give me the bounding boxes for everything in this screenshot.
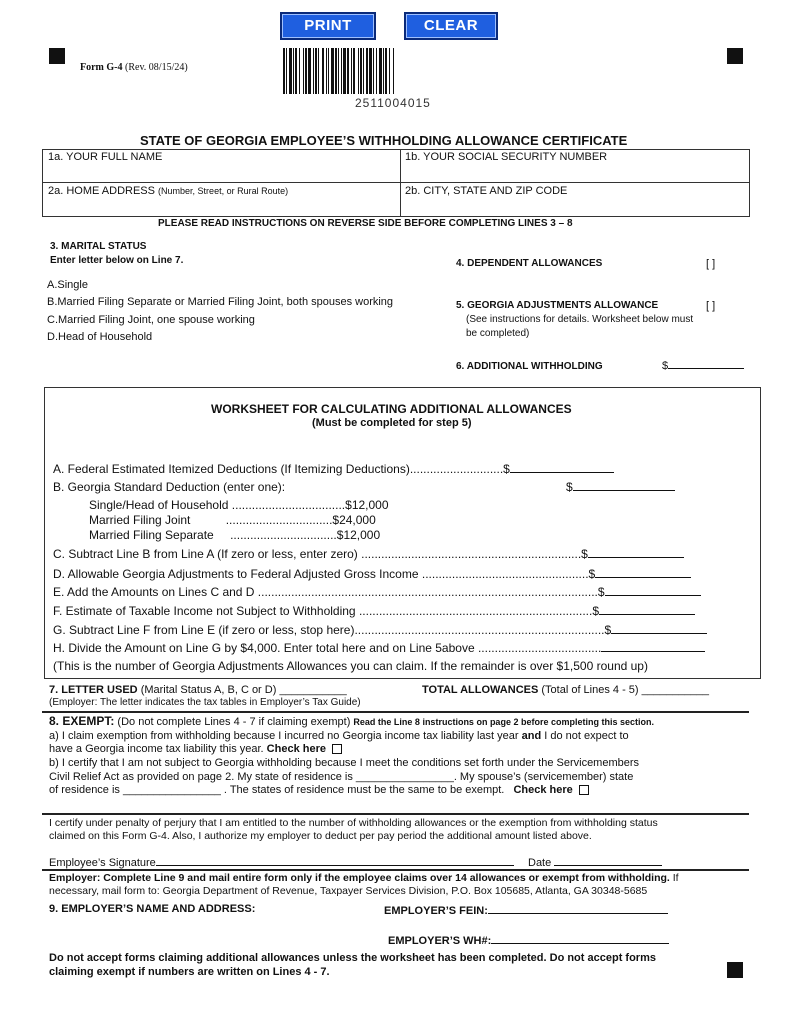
exempt-b-line3: of residence is ________________ . The states of residence must be the same to be exempt. Check here: [49, 784, 589, 796]
barcode-bar: [360, 48, 362, 94]
barcode-bar: [385, 48, 387, 94]
exempt-a-checkbox[interactable]: [332, 744, 342, 754]
worksheet-note: (This is the number of Georgia Adjustments Allowances you can claim. If the remainder is over $1,500 round up): [53, 659, 648, 673]
std-single: Single/Head of Household ..................................$12,000: [89, 498, 389, 512]
worksheet-line-e: E. Add the Amounts on Lines C and D ......................................................................................................$: [53, 585, 701, 599]
worksheet-line-g: G. Subtract Line F from Line E (if zero or less, stop here)...........................................................................$: [53, 623, 707, 637]
total-allowances-line: TOTAL ALLOWANCES (Total of Lines 4 - 5) ___________: [422, 684, 709, 696]
barcode-bar: [326, 48, 327, 94]
divider: [42, 813, 749, 815]
exempt-b-checkbox[interactable]: [579, 785, 589, 795]
footer-warning-line1: Do not accept forms claiming additional allowances unless the worksheet has been completed. Do not accept forms: [49, 952, 656, 964]
print-button[interactable]: PRINT: [280, 12, 376, 40]
barcode-bar: [393, 48, 394, 94]
marital-option-b: B.Married Filing Separate or Married Filing Joint, both spouses working: [47, 296, 394, 308]
barcode-bar: [389, 48, 390, 94]
mailing-address: necessary, mail form to: Georgia Department of Revenue, Taxpayer Services Division, P.O. Box 105685, Atlanta, GA 30348-5685: [49, 885, 648, 897]
std-separate: Married Filing Separate ................................$12,000: [89, 528, 381, 542]
barcode-bar: [338, 48, 339, 94]
exempt-heading: 8. EXEMPT: (Do not complete Lines 4 - 7 if claiming exempt) Read the Line 8 instructions on page 2 before completing this section.: [49, 714, 654, 728]
ssn-field[interactable]: 1b. YOUR SOCIAL SECURITY NUMBER: [405, 151, 608, 163]
barcode-bar: [373, 48, 374, 94]
adjustments-note: be completed): [466, 328, 530, 339]
home-address-field[interactable]: 2a. HOME ADDRESS (Number, Street, or Rural Route): [48, 185, 289, 197]
employer-fein-field[interactable]: EMPLOYER’S FEIN:: [384, 903, 668, 917]
registration-mark-top-right: [727, 48, 743, 64]
certify-line1: I certify under penalty of perjury that I am entitled to the number of withholding allowances or the exemption from withholding status: [49, 817, 658, 829]
divider: [42, 711, 749, 713]
worksheet-line-c: C. Subtract Line B from Line A (If zero or less, enter zero) ..................................................................$: [53, 547, 684, 561]
barcode-bar: [299, 48, 300, 94]
form-id: Form G-4 (Rev. 08/15/24): [80, 62, 188, 73]
employer-instructions: Employer: Complete Line 9 and mail entire form only if the employee claims over 14 allowances or exempt from withholding. If: [49, 872, 679, 884]
barcode-bar: [283, 48, 285, 94]
clear-button[interactable]: CLEAR: [404, 12, 498, 40]
barcode-bar: [376, 48, 377, 94]
registration-mark-top-left: [49, 48, 65, 64]
additional-withholding-label: 6. ADDITIONAL WITHHOLDING: [456, 361, 603, 372]
exempt-b-line1: b) I certify that I am not subject to Georgia withholding because I meet the conditions set forth under the Servicemembers: [49, 757, 640, 769]
barcode-bar: [295, 48, 297, 94]
barcode-bar: [313, 48, 314, 94]
barcode-bar: [289, 48, 292, 94]
signature-line[interactable]: Employee’s Signature: [49, 855, 514, 869]
barcode-bar: [328, 48, 329, 94]
barcode-bar: [383, 48, 384, 94]
barcode-bar: [308, 48, 311, 94]
marital-option-c: C.Married Filing Joint, one spouse working: [47, 314, 255, 326]
barcode-bar: [341, 48, 342, 94]
barcode-bar: [305, 48, 307, 94]
exempt-a-line2: have a Georgia income tax liability this year. Check here: [49, 743, 342, 755]
dependent-allowances-label: 4. DEPENDENT ALLOWANCES: [456, 258, 603, 269]
divider: [42, 869, 749, 871]
exempt-a-line1: a) I claim exemption from withholding because I incurred no Georgia income tax liability last year and I do not expect to: [49, 730, 629, 742]
barcode-bar: [315, 48, 317, 94]
marital-status-sub: Enter letter below on Line 7.: [50, 255, 184, 266]
exempt-b-line2: Civil Relief Act as provided on page 2. My state of residence is ________________. My spouse’s (servicemember) state: [49, 771, 634, 783]
barcode-bar: [293, 48, 294, 94]
employer-wh-field[interactable]: EMPLOYER’S WH#:: [388, 933, 669, 947]
certify-line2: claimed on this Form G-4. Also, I authorize my employer to deduct per pay period the additional amount listed above.: [49, 830, 592, 842]
barcode-bar: [335, 48, 337, 94]
marital-option-a: A.Single: [47, 279, 88, 291]
instructions-notice: PLEASE READ INSTRUCTIONS ON REVERSE SIDE BEFORE COMPLETING LINES 3 – 8: [158, 218, 573, 229]
barcode-bar: [369, 48, 372, 94]
barcode: [283, 48, 479, 96]
barcode-bar: [353, 48, 355, 94]
worksheet-line-f: F. Estimate of Taxable Income not Subject to Withholding ......................................................................$: [53, 604, 695, 618]
page-title: STATE OF GEORGIA EMPLOYEE’S WITHHOLDING ALLOWANCE CERTIFICATE: [140, 133, 628, 148]
date-line[interactable]: Date: [528, 855, 662, 869]
worksheet-line-a: A. Federal Estimated Itemized Deductions (If Itemizing Deductions)............................$: [53, 462, 614, 476]
additional-withholding-input[interactable]: $: [662, 358, 744, 372]
std-joint: Married Filing Joint ................................$24,000: [89, 513, 376, 527]
barcode-bar: [379, 48, 382, 94]
full-name-field[interactable]: 1a. YOUR FULL NAME: [48, 151, 163, 163]
barcode-bar: [351, 48, 352, 94]
marital-option-d: D.Head of Household: [47, 331, 153, 343]
barcode-bar: [286, 48, 287, 94]
georgia-adjustments-label: 5. GEORGIA ADJUSTMENTS ALLOWANCE: [456, 300, 659, 311]
letter-used-line: 7. LETTER USED (Marital Status A, B, C or D) ___________: [49, 684, 347, 696]
employer-note: (Employer: The letter indicates the tax tables in Employer’s Tax Guide): [49, 697, 361, 708]
marital-status-heading: 3. MARITAL STATUS: [50, 241, 147, 252]
worksheet-line-b: B. Georgia Standard Deduction (enter one):: [53, 480, 286, 494]
barcode-bar: [358, 48, 359, 94]
divider: [400, 149, 401, 216]
footer-warning-line2: claiming exempt if numbers are written on Lines 4 - 7.: [49, 966, 330, 978]
adjustments-note: (See instructions for details. Worksheet below must: [466, 314, 694, 325]
worksheet-line-h: H. Divide the Amount on Line G by $4,000. Enter total here and on Line 5above .....................................: [53, 641, 705, 655]
barcode-bar: [366, 48, 368, 94]
barcode-bar: [331, 48, 334, 94]
dependent-allowances-input[interactable]: [ ]: [706, 258, 716, 270]
worksheet-line-d: D. Allowable Georgia Adjustments to Federal Adjusted Gross Income ..................................................$: [53, 567, 691, 581]
barcode-bar: [347, 48, 349, 94]
barcode-bar: [318, 48, 319, 94]
city-state-zip-field[interactable]: 2b. CITY, STATE AND ZIP CODE: [405, 185, 568, 197]
barcode-bar: [322, 48, 324, 94]
barcode-bar: [303, 48, 304, 94]
georgia-adjustments-input[interactable]: [ ]: [706, 300, 716, 312]
barcode-bar: [343, 48, 346, 94]
divider: [42, 182, 749, 183]
worksheet-line-b-input[interactable]: $: [566, 480, 675, 494]
employer-name-address-label: 9. EMPLOYER’S NAME AND ADDRESS:: [49, 903, 256, 915]
registration-mark-bottom-right: [727, 962, 743, 978]
barcode-number: 2511004015: [355, 96, 431, 110]
worksheet-title: WORKSHEET FOR CALCULATING ADDITIONAL ALLOWANCES: [211, 402, 572, 416]
barcode-bar: [363, 48, 364, 94]
worksheet-subtitle: (Must be completed for step 5): [312, 417, 472, 429]
